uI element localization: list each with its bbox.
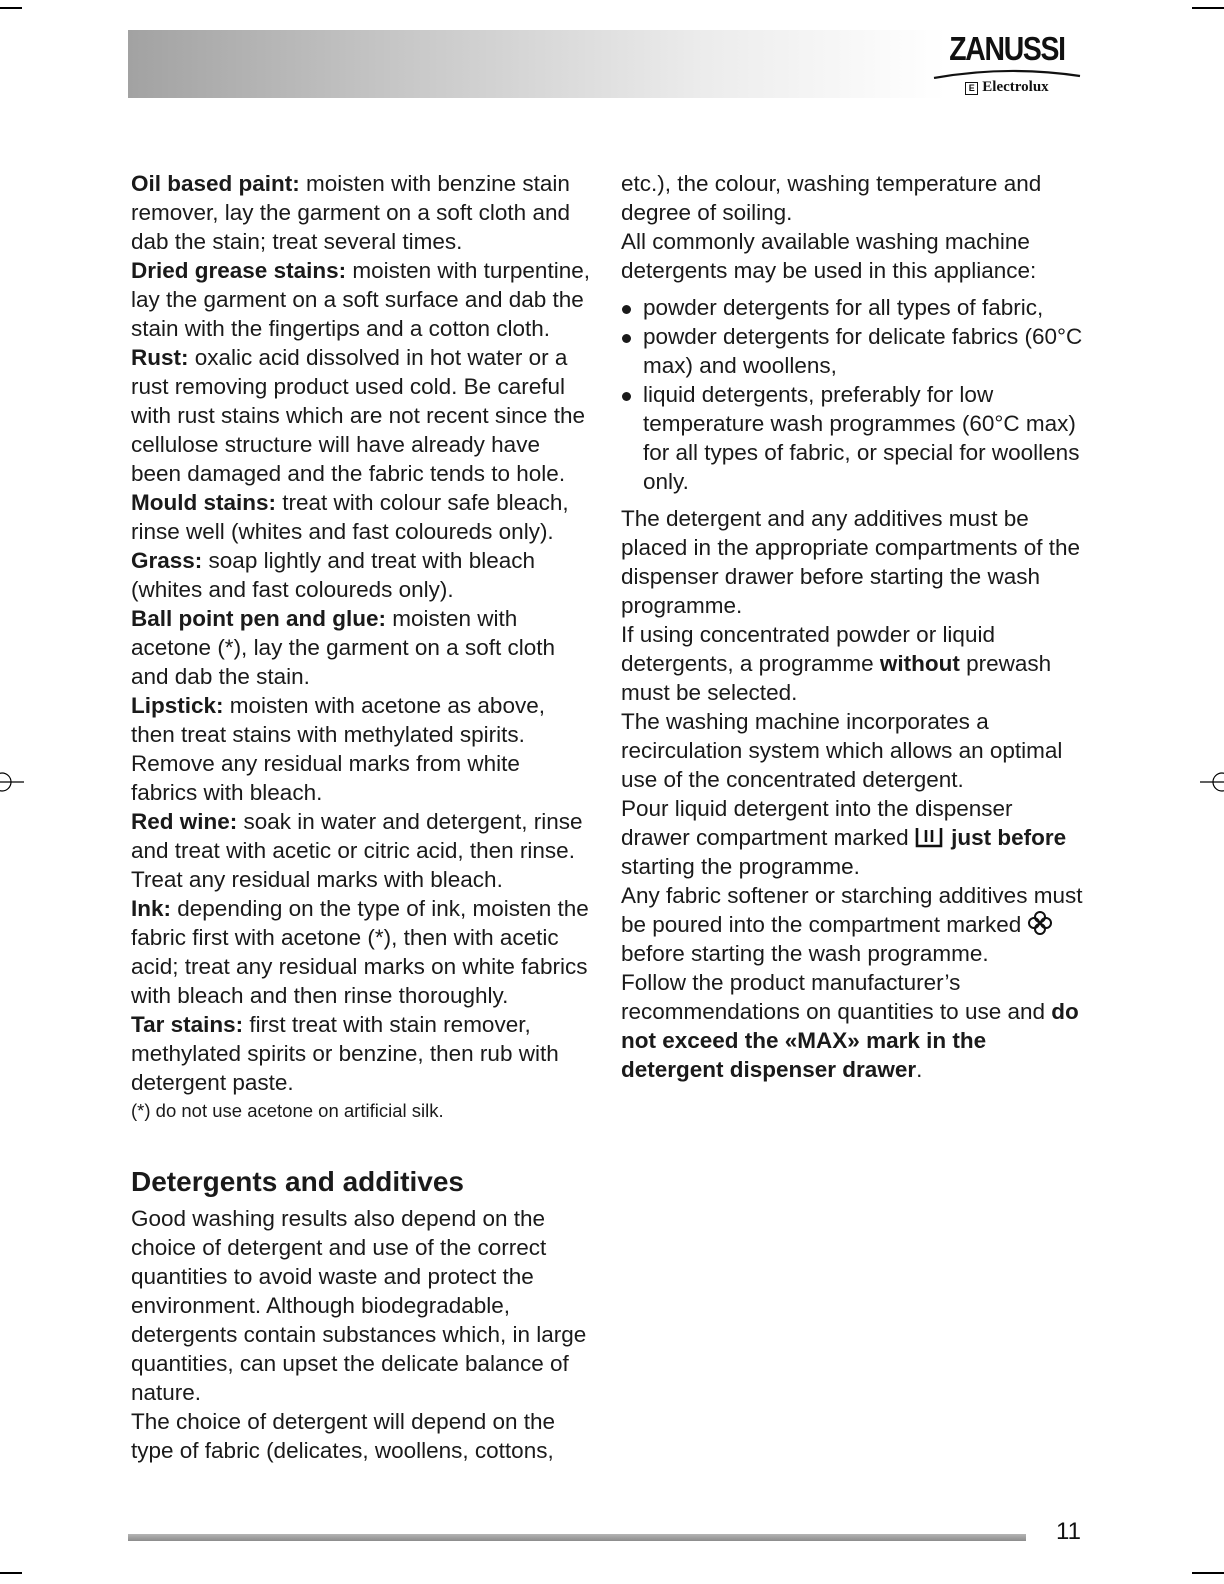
crop-mark-bottom-left [0,1572,22,1574]
crop-mark-top-left [0,7,22,9]
list-item: liquid detergents, preferably for low temperature wash programmes (60°C max) for all types of fabric, or special for woollens only. [621,380,1083,496]
intro-paragraph: All commonly available washing machine detergents may be used in this appliance: [621,229,1037,283]
softener-paragraph: Any fabric softener or starching additives must be poured into the compartment marked before starting the wash programme. [621,883,1083,966]
stain-text: oxalic acid dissolved in hot water or a rust removing product used cold. Be careful with rust stains which are not recent since the cellulose structure will have already have been damaged and the fabric tends to hole. [131,345,585,486]
stain-text: first treat with stain remover, methylated spirits or benzine, then rub with detergent paste. [131,1012,559,1095]
detergents-paragraph-2: The choice of detergent will depend on the type of fabric (delicates, woollens, cottons, [131,1409,556,1463]
stain-term: Ink: [131,896,172,921]
stain-item-mould [131,488,591,546]
fabric-softener-compartment-icon [1027,911,1053,935]
stain-text: soak in water and detergent, rinse and treat with acetic or citric acid, then rinse. Treat any residual marks with bleach. [131,809,583,892]
electrolux-logo [928,79,1086,96]
electrolux-e-icon: E [965,82,978,95]
stain-text: moisten with benzine stain remover, lay the garment on a soft cloth and dab the stain; treat several times. [131,171,570,254]
stain-term: Oil based paint: [131,171,300,196]
stain-item-lipstick [131,691,591,807]
stain-item-ball-point-pen [131,604,591,691]
page-number: 11 [1056,1518,1081,1545]
stain-item-ink [131,894,591,1010]
brand-logo [928,28,1086,102]
stain-term: Tar stains: [131,1012,244,1037]
continuation-paragraph: etc.), the colour, washing temperature and degree of soiling. [621,171,1042,225]
concentrated-paragraph: If using concentrated powder or liquid detergents, a programme without prewash must be selected. [621,622,1052,705]
stain-item-tar [131,1010,591,1097]
stain-term: Dried grease stains: [131,258,347,283]
stain-text: moisten with acetone as above, then treat stains with methylated spirits. Remove any residual marks from white fabrics with bleach. [131,693,545,805]
manufacturer-paragraph: Follow the product manufacturer’s recommendations on quantities to use and do not exceed the «MAX» mark in the detergent dispenser drawer. [621,970,1079,1082]
stain-item-oil-paint [131,169,591,256]
liquid-detergent-paragraph: Pour liquid detergent into the dispenser drawer compartment marked just before starting the programme. [621,796,1067,879]
stain-item-dried-grease [131,256,591,343]
bullet-icon [622,305,631,314]
stain-item-grass [131,546,591,604]
left-column [131,169,591,1465]
placement-paragraph: The detergent and any additives must be placed in the appropriate compartments of the dispenser drawer before starting the wash programme. [621,506,1081,618]
registration-mark-left-icon [0,770,24,794]
crop-mark-top-right [1192,7,1224,9]
stain-text: moisten with turpentine, lay the garment on a soft surface and dab the stain with the fingertips and a cotton cloth. [131,258,590,341]
stain-term: Mould stains: [131,490,276,515]
electrolux-label: Electrolux [982,79,1049,95]
stain-text: soap lightly and treat with bleach (whites and fast coloureds only). [131,548,535,602]
stain-text: depending on the type of ink, moisten the fabric first with acetone (*), then with acetic acid; treat any residual marks on white fabrics with bleach and then rinse thoroughly. [131,896,589,1008]
bullet-icon [622,392,631,401]
list-item: powder detergents for delicate fabrics (60°C max) and woollens, [621,322,1083,380]
right-column [621,169,1083,1084]
list-item: powder detergents for all types of fabric, [621,293,1083,322]
recirculation-paragraph: The washing machine incorporates a recirculation system which allows an optimal use of the concentrated detergent. [621,709,1063,792]
footer-rule [128,1534,1026,1541]
stain-list [131,169,591,1097]
footnote: (*) do not use acetone on artificial silk. [131,1100,444,1121]
stain-text: moisten with acetone (*), lay the garment on a soft cloth and dab the stain. [131,606,555,689]
bullet-icon [622,334,631,343]
stain-item-red-wine [131,807,591,894]
crop-mark-bottom-right [1192,1572,1224,1574]
registration-mark-right-icon [1200,770,1224,794]
brand-swoosh-icon [932,69,1082,79]
brand-name: ZANUSSI [949,30,1065,67]
stain-term: Grass: [131,548,203,573]
section-title-detergents: Detergents and additives [131,1166,464,1197]
stain-term: Red wine: [131,809,238,834]
stain-term: Rust: [131,345,189,370]
detergents-paragraph-1: Good washing results also depend on the choice of detergent and use of the correct quantities to avoid waste and protect the environment. Although biodegradable, detergents contain substances which, in large quantities, can upset the delicate balance of nature. [131,1206,587,1405]
detergent-type-list [621,293,1083,496]
stain-item-rust [131,343,591,488]
stain-term: Ball point pen and glue: [131,606,386,631]
stain-text: treat with colour safe bleach, rinse well (whites and fast coloureds only). [131,490,569,544]
stain-term: Lipstick: [131,693,224,718]
liquid-detergent-compartment-icon [915,826,943,848]
